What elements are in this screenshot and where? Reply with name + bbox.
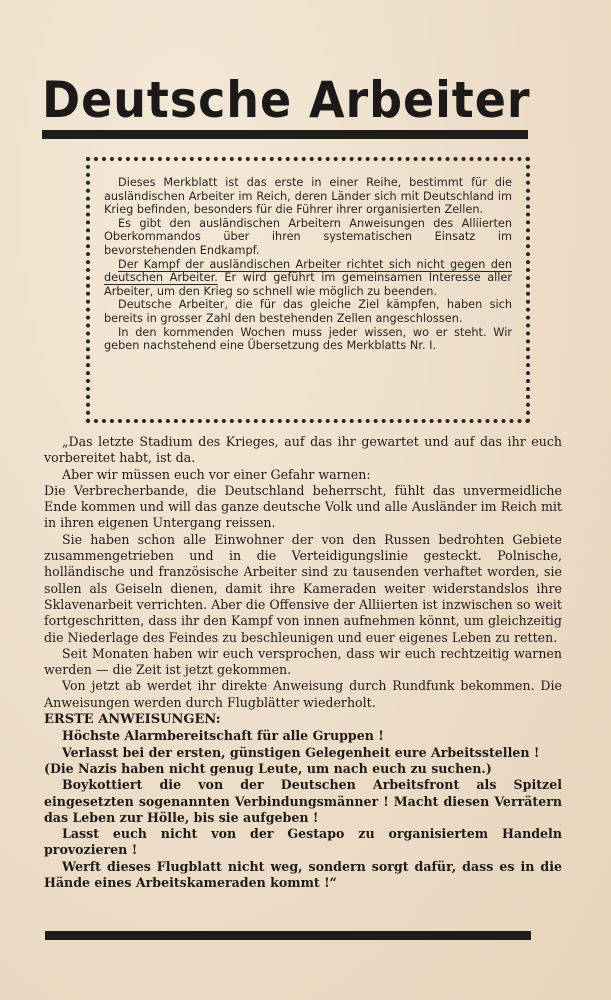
body-paragraph-4: Sie haben schon alle Einwohner der von den Russen bedrohten Gebiete zusammengetrieben und in die Verteidigungslinie gesteckt. Polnische, holländische und französische Arbeiter sind zu tausenden verhaftet worden, sie sollen als Geiseln dienen, damit ihre Kameraden weiter widerstandslos ihre Sklavenarbeit verrichten. Aber die Offensive der Alliierten ist inzwischen so weit fortgeschritten, dass ihr den Kampf von innen aufnehmen könnt, um gleichzeitig die Niederlage des Feindes zu beschleunigen und euer eigenes Leben zu retten. xyxy=(44,531,562,645)
intro-paragraph-3-rest: Er wird geführt im gemeinsamen Interesse aller Arbeiter, um den Krieg so schnell wie möglich zu beenden. xyxy=(104,271,512,298)
intro-underlined-text: Der Kampf der ausländischen Arbeiter richtet sich nicht gegen den deutschen Arbeiter. xyxy=(104,257,512,285)
body-paragraph-1: „Das letzte Stadium des Krieges, auf das ihr gewartet und auf das ihr euch vorbereitet habt, ist da. xyxy=(44,434,562,466)
leaflet-body xyxy=(44,434,562,891)
instructions-heading: ERSTE ANWEISUNGEN: xyxy=(44,712,221,728)
intro-box xyxy=(104,176,512,353)
title-rule xyxy=(42,130,528,139)
body-paragraph-3: Die Verbrecherbande, die Deutschland beherrscht, fühlt das unvermeidliche Ende kommen und will das ganze deutsche Volk und alle Ausländer im Reich mit in ihren eigenen Untergang reissen. xyxy=(44,482,562,531)
instruction-1: Höchste Alarmbereitschaft für alle Gruppen ! xyxy=(62,728,384,744)
intro-paragraph-1: Dieses Merkblatt ist das erste in einer Reihe, bestimmt für die ausländischen Arbeiter im Reich, deren Länder sich mit Deutschland im Krieg befinden, besonders für die Führer ihrer organisierten Zellen. xyxy=(104,176,512,217)
intro-paragraph-4: Deutsche Arbeiter, die für das gleiche Ziel kämpfen, haben sich bereits in grosser Zahl den bestehenden Zellen angeschlossen. xyxy=(104,298,512,325)
instruction-4: Lasst euch nicht von der Gestapo zu organisiertem Handeln provozieren ! xyxy=(44,826,562,858)
intro-paragraph-3 xyxy=(104,258,512,299)
body-paragraph-6: Von jetzt ab werdet ihr direkte Anweisung durch Rundfunk bekommen. Die Anweisungen werden durch Flugblätter wiederholt. xyxy=(44,678,562,710)
body-paragraph-5: Seit Monaten haben wir euch versprochen, dass wir euch rechtzeitig warnen werden — die Zeit ist jetzt gekommen. xyxy=(44,645,562,678)
bottom-rule xyxy=(45,931,531,940)
intro-paragraph-2: Es gibt den ausländischen Arbeitern Anweisungen des Alliierten Oberkommandos über ihren systematischen Einsatz im bevorstehenden Endkampf. xyxy=(104,216,512,257)
intro-paragraph-5: In den kommenden Wochen muss jeder wissen, wo er steht. Wir geben nachstehend eine Übersetzung des Merkblatts Nr. I. xyxy=(104,325,512,353)
body-paragraph-2: Aber wir müssen euch vor einer Gefahr warnen: xyxy=(62,466,371,482)
instruction-5: Werft dieses Flugblatt nicht weg, sondern sorgt dafür, dass es in die Hände eines Arbeitskameraden kommt !“ xyxy=(44,858,562,891)
leaflet-title: Deutsche Arbeiter xyxy=(42,71,531,129)
instruction-2-note: (Die Nazis haben nicht genug Leute, um nach euch zu suchen.) xyxy=(44,760,492,776)
instruction-3: Boykottiert die von der Deutschen Arbeitsfront als Spitzel eingesetzten sogenannten Verbindungsmänner ! Macht diesen Verrätern das Leben zur Hölle, bis sie aufgeben ! xyxy=(44,777,562,825)
instruction-2: Verlasst bei der ersten, günstigen Gelegenheit eure Arbeitsstellen ! xyxy=(62,744,540,760)
